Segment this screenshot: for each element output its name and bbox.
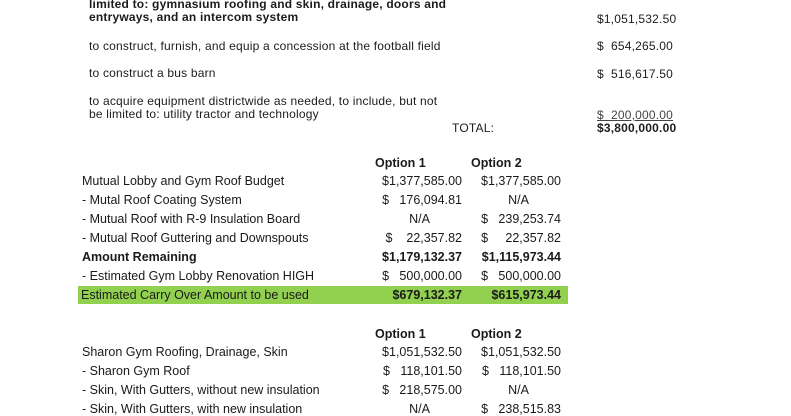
- mutual-row-opt2: $ 22,357.82: [481, 231, 561, 245]
- sharon-row-label: - Skin, With Gutters, without new insulation: [82, 383, 320, 397]
- mutual-row-opt2: $1,377,585.00: [481, 174, 561, 188]
- list-item-3-text: to construct a bus barn: [89, 66, 216, 80]
- sharon-row-opt1: N/A: [409, 402, 430, 416]
- list-item-3-amount: $ 516,617.50: [597, 67, 674, 81]
- mutual-option2-header: Option 2: [471, 156, 522, 170]
- mutual-row-label: Mutual Lobby and Gym Roof Budget: [82, 174, 285, 188]
- sharon-row-opt1: $1,051,532.50: [382, 345, 462, 359]
- sharon-row-label: - Sharon Gym Roof: [82, 364, 190, 378]
- sharon-row-opt1: $ 218,575.00: [382, 383, 462, 397]
- sharon-row-label: - Skin, With Gutters, with new insulation: [82, 402, 303, 416]
- sharon-row-opt2: $1,051,532.50: [481, 345, 561, 359]
- list-item-1-line-2: entryways, and an intercom system: [89, 10, 299, 24]
- carry-over-opt2: $615,973.44: [491, 288, 561, 302]
- carry-over-label: Estimated Carry Over Amount to be used: [81, 288, 309, 302]
- sharon-row-opt2: $ 118,101.50: [481, 364, 561, 378]
- mutual-row-opt1: $ 176,094.81: [382, 193, 462, 207]
- mutual-row-label: - Mutual Roof Guttering and Downspouts: [82, 231, 309, 245]
- sharon-row-opt2: $ 238,515.83: [481, 402, 561, 416]
- mutual-row-opt2: $ 239,253.74: [481, 212, 561, 226]
- amount-remaining-opt2: $1,115,973.44: [481, 250, 561, 264]
- sharon-option1-header: Option 1: [375, 327, 426, 341]
- sharon-row-label: Sharon Gym Roofing, Drainage, Skin: [82, 345, 288, 359]
- list-item-4-line-1: to acquire equipment districtwide as needed, to include, but not: [89, 94, 438, 108]
- sharon-option2-header: Option 2: [471, 327, 522, 341]
- mutual-row-opt2: N/A: [508, 193, 529, 207]
- mutual-row-opt1: N/A: [409, 212, 430, 226]
- list-item-4-amount: $ 200,000.00: [597, 108, 674, 122]
- carry-over-opt1: $679,132.37: [392, 288, 462, 302]
- mutual-row-label: - Mutal Roof Coating System: [82, 193, 242, 207]
- amount-remaining-opt1: $1,179,132.37: [382, 250, 462, 264]
- mutual-row-opt1: $ 22,357.82: [385, 231, 462, 245]
- mutual-row-opt1: $1,377,585.00: [382, 174, 462, 188]
- mutual-option1-header: Option 1: [375, 156, 426, 170]
- list-item-2-amount: $ 654,265.00: [597, 39, 674, 53]
- list-item-2-text: to construct, furnish, and equip a concession at the football field: [89, 39, 441, 53]
- mutual-row-opt2: $ 500,000.00: [481, 269, 561, 283]
- sharon-row-opt1: $ 118,101.50: [382, 364, 462, 378]
- list-item-4-line-2: be limited to: utility tractor and technology: [89, 107, 319, 121]
- mutual-row-label: - Estimated Gym Lobby Renovation HIGH: [82, 269, 315, 283]
- amount-remaining-label: Amount Remaining: [82, 250, 197, 264]
- mutual-row-opt1: $ 500,000.00: [382, 269, 462, 283]
- total-amount: $3,800,000.00: [597, 121, 677, 135]
- list-item-1-amount: $1,051,532.50: [597, 12, 677, 26]
- total-label: TOTAL:: [452, 121, 495, 135]
- sharon-row-opt2: N/A: [508, 383, 529, 397]
- mutual-row-label: - Mutual Roof with R-9 Insulation Board: [82, 212, 301, 226]
- list-item-1-line-1: limited to: gymnasium roofing and skin, drainage, doors and: [89, 0, 447, 11]
